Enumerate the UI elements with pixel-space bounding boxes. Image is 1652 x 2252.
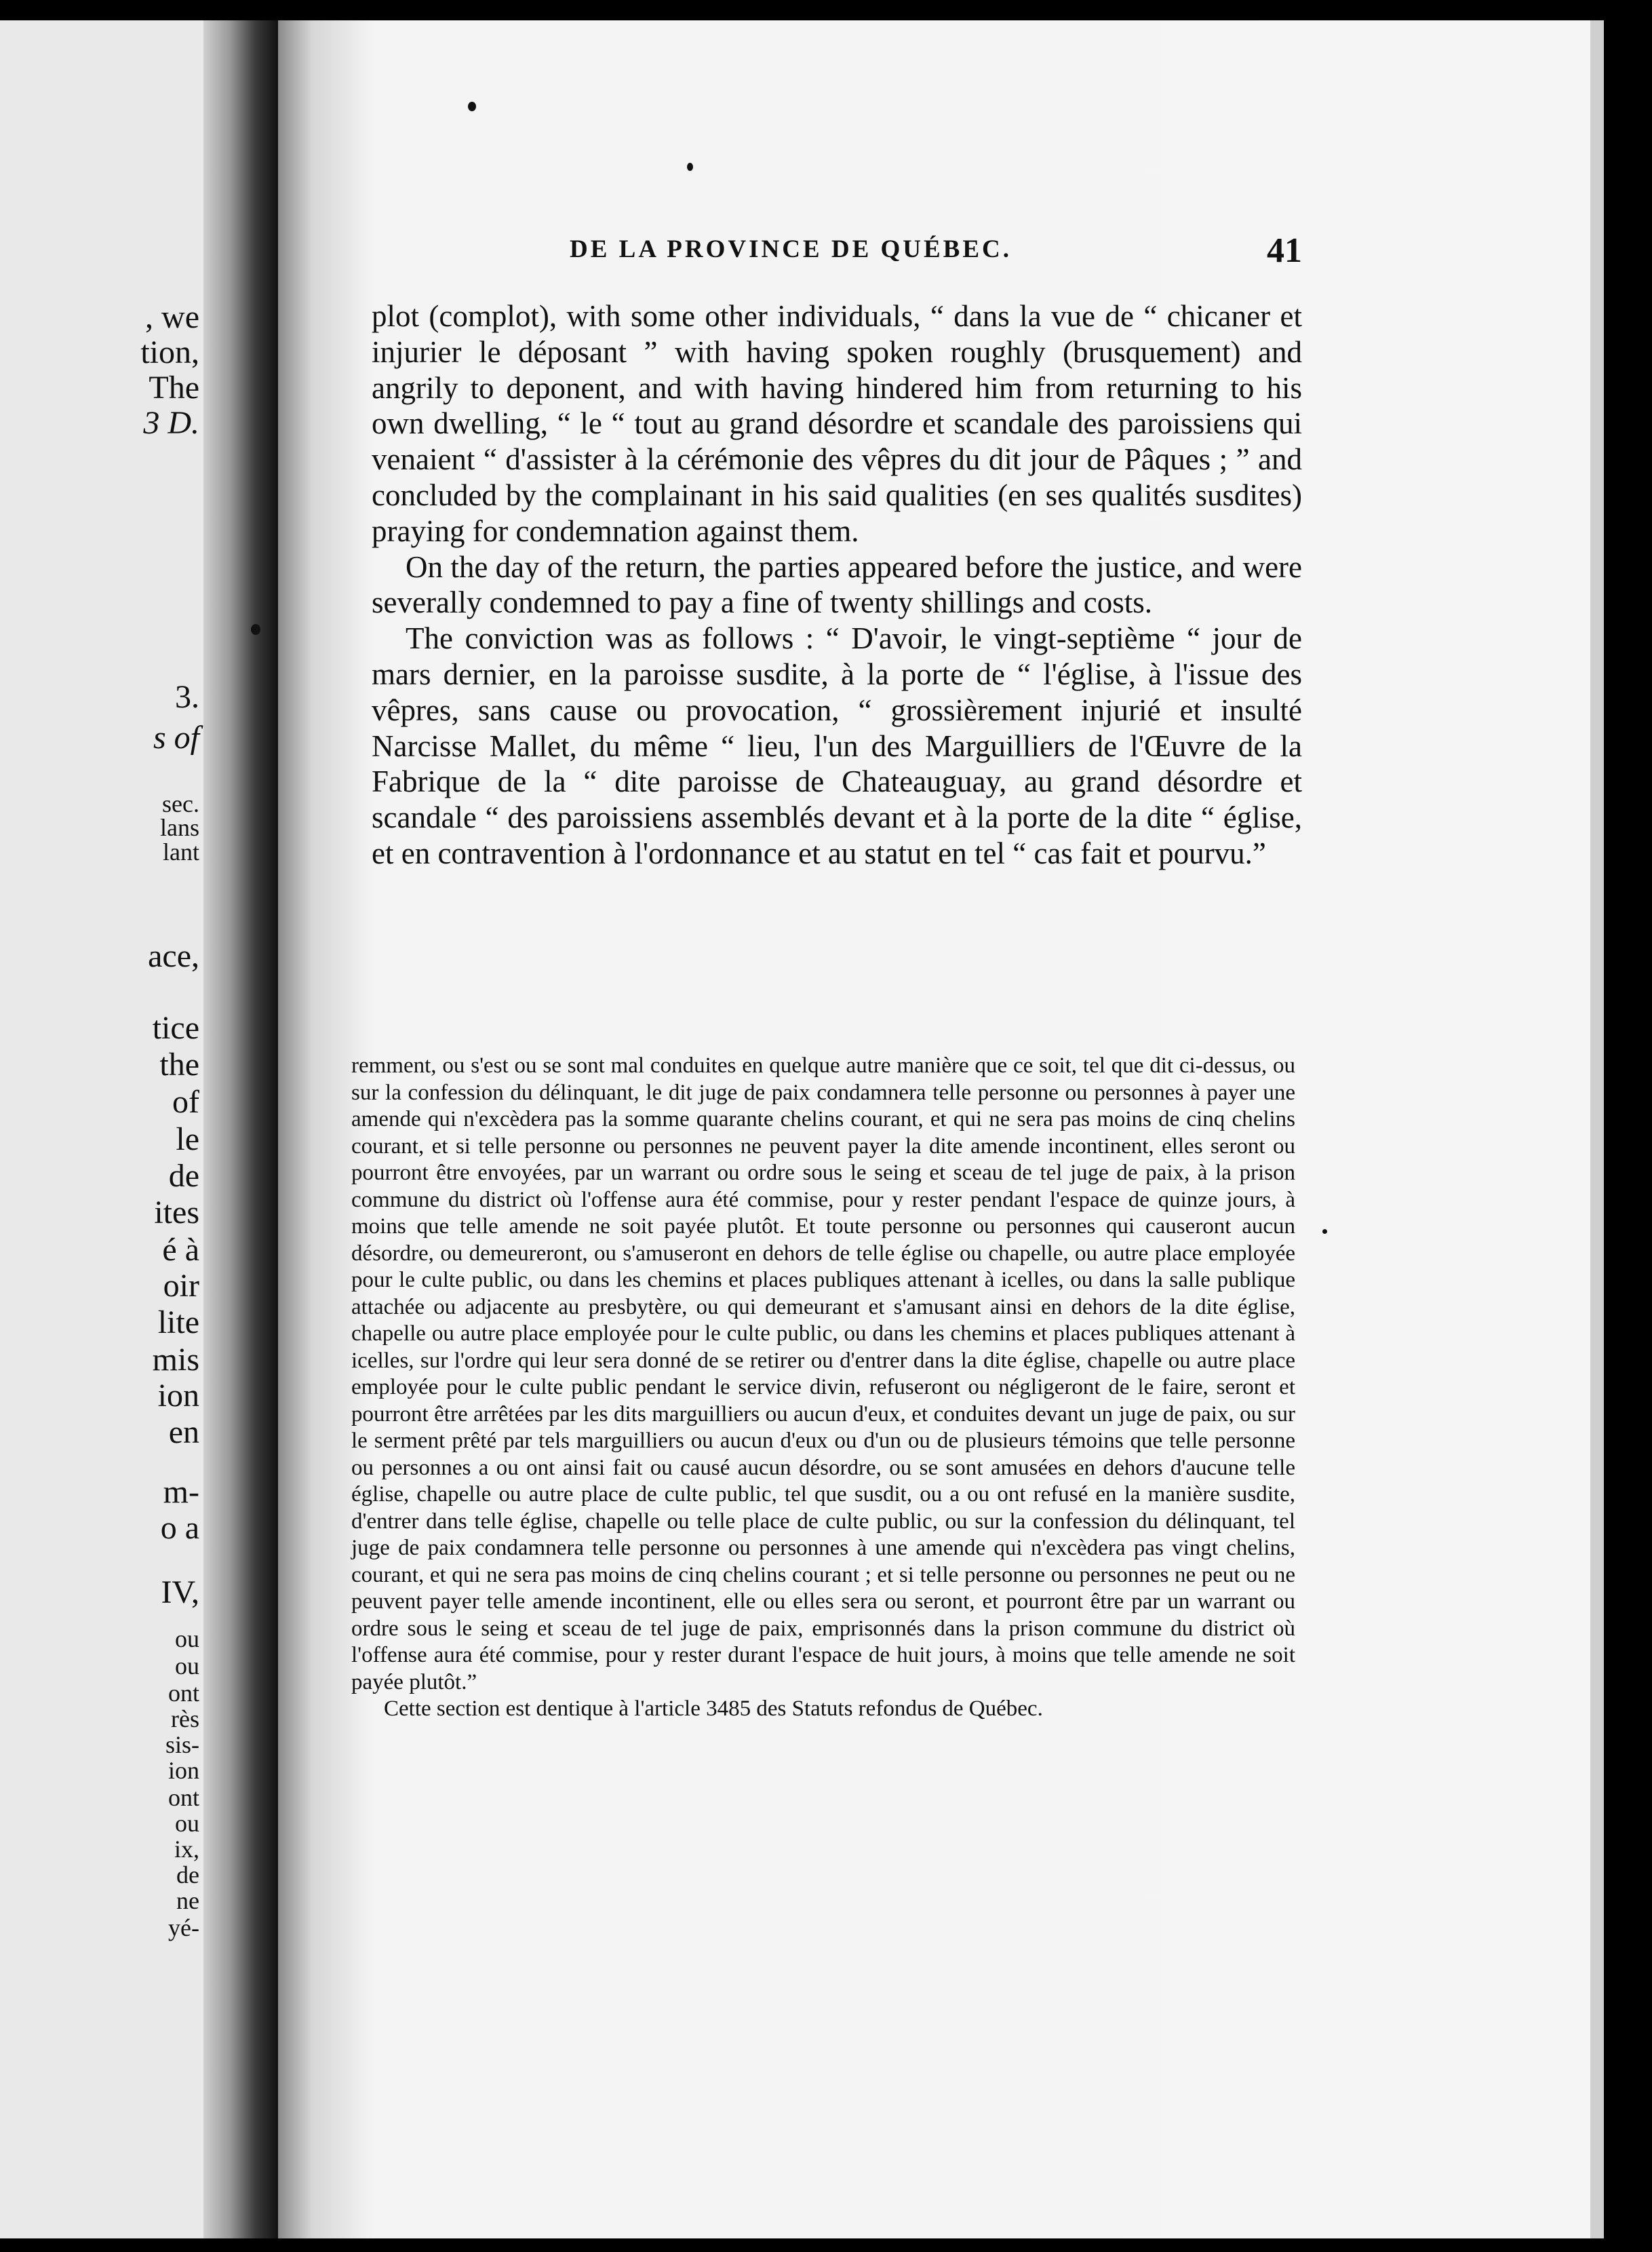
- book-gutter: [203, 20, 278, 2238]
- left-page-fragment: ou: [175, 1652, 199, 1680]
- left-page-fragment: tice: [152, 1010, 199, 1046]
- header-title: DE LA PROVINCE DE QUÉBEC.: [570, 235, 1012, 263]
- scan-speck: [1322, 1229, 1327, 1234]
- left-facing-page: [0, 20, 203, 2238]
- left-page-fragment: sec.: [162, 790, 199, 817]
- left-page-fragment: de: [168, 1158, 199, 1194]
- page-number: 41: [1267, 231, 1302, 270]
- left-page-fragment: o a: [160, 1510, 199, 1546]
- left-page-fragment: The: [149, 370, 199, 406]
- body-paragraph: The conviction was as follows : “ D'avoir, le vingt-septième “ jour de mars dernier, en la paroisse susdite, à la porte de “ l'église, à l'issue des vêpres, sans cause ou provocation, “ grossièrement injurié et insulté Narcisse Mallet, du même “ lieu, l'un des Marguilliers de l'Œuvre de la Fabrique de la “ dite paroisse de Chateauguay, au grand désordre et scandale “ des paroissiens assemblés devant et à la porte de la dite “ église, et en contravention à l'ordonnance et au statut en tel “ cas fait et pourvu.”: [372, 621, 1302, 870]
- left-page-fragment: lite: [157, 1304, 199, 1340]
- left-page-fragment: de: [176, 1861, 199, 1888]
- left-page-fragment: ne: [176, 1887, 199, 1914]
- scan-speck: [468, 102, 476, 111]
- footnote-paragraph: Cette section est dentique à l'article 3485 des Statuts refondus de Québec.: [384, 1696, 1043, 1721]
- left-page-fragment: ou: [175, 1625, 199, 1652]
- left-page-fragment: ix,: [174, 1836, 199, 1863]
- left-page-fragment: the: [159, 1047, 199, 1083]
- page-edge: [1590, 20, 1604, 2238]
- scan-speck: [687, 163, 693, 171]
- left-page-fragment: ou: [175, 1810, 199, 1837]
- left-page-fragment: of: [172, 1084, 199, 1120]
- left-page-fragment: ion: [168, 1757, 199, 1784]
- left-page-fragment: sis-: [165, 1731, 199, 1758]
- left-page-fragment: mis: [152, 1342, 199, 1378]
- left-page-fragment: s of: [153, 720, 199, 756]
- left-page-fragment: 3 D.: [143, 405, 199, 441]
- scan-speck: [251, 624, 260, 635]
- footnote-text: [351, 1053, 1295, 1723]
- left-page-fragment: 3.: [175, 679, 199, 715]
- left-page-fragment: yé-: [168, 1914, 199, 1941]
- left-page-fragment: ites: [154, 1195, 199, 1230]
- left-page-fragment: rès: [171, 1705, 199, 1732]
- left-page-fragment: ont: [168, 1680, 199, 1707]
- body-paragraph: plot (complot), with some other individuals, “ dans la vue de “ chicaner et injurier le déposant ” with having spoken roughly (brusquement) and angrily to deponent, and with having hindered him from returning to his own dwelling, “ le “ tout au grand désordre et scandale des paroissiens qui venaient “ d'assister à la cérémonie des vêpres du dit jour de Pâques ; ” and concluded by the complainant in his said qualities (en ses qualités susdites) praying for condemnation against them.: [372, 299, 1302, 548]
- left-page-fragment: oir: [163, 1268, 199, 1304]
- left-page-fragment: le: [176, 1121, 199, 1157]
- left-page-fragment: ace,: [148, 938, 199, 974]
- left-page-fragment: tion,: [140, 334, 199, 370]
- footnote-paragraph: remment, ou s'est ou se sont mal conduites en quelque autre manière que ce soit, tel que dit ci-dessus, ou sur la confession du délinquant, le dit juge de paix condamnera telle personne ou personnes à payer une amende qui n'excèdera pas la somme quarante chelins courant, et qui ne sera pas moins de cinq chelins courant, et si telle personne ou personnes ne peuvent payer la dite amende incontinent, elles seront ou pourront être envoyées, par un warrant ou ordre sous le seing et sceau de tel juge de paix, à la prison commune du district où l'offense aura été commise, pour y rester pendant l'espace de quinze jours, à moins que telle amende ne soit payée plutôt. Et toute personne ou personnes qui causeront aucun désordre, ou demeureront, ou s'amuseront en dehors de telle église ou chapelle, ou autre place employée pour le culte public, ou dans les chemins et places publiques attenant à icelles, ou dans la salle publique attachée ou adjacente au presbytère, ou qui demeurant et s'amusant ainsi en dehors de la dite église, chapelle ou autre place employée pour le culte public, ou dans les chemins et places publiques attenant à icelles, sur l'ordre qui leur sera donné de se retirer ou d'entrer dans la dite église, chapelle ou autre place employée pour le culte public pendant le service divin, refuseront ou négligeront de le faire, seront et pourront être arrêtées par les dits marguilliers ou aucun d'eux, et conduites devant un juge de paix, ou sur le serment prêté par tels marguilliers ou aucun d'eux ou d'un ou de plusieurs témoins que telle personne ou personnes a ou ont ainsi fait ou causé aucun désordre, ou se sont amusées en dehors d'aucune telle église, chapelle ou autre place de culte public, tel que susdit, ou a ou ont refusé en la manière susdite, d'entrer dans telle église, chapelle ou telle place de culte public, ou sur la confession du délinquant, tel juge de paix condamnera telle personne ou personnes à une amende qui n'excèdera pas vingt chelins, courant, et qui ne sera pas moins de cinq chelins courant ; et si telle personne ou personnes ne peut ou ne peuvent payer telle amende incontinent, elle ou elles sera ou seront, et pourront être par un warrant ou ordre sous le seing et sceau de tel juge de paix, emprisonnés dans la prison commune du district où l'offense aura été commise, pour y rester durant l'espace de huit jours, à moins que telle amende ne soit payée plutôt.”: [351, 1053, 1295, 1694]
- left-page-fragment: ont: [168, 1784, 199, 1811]
- running-header: [570, 231, 1302, 271]
- left-page-fragment: IV,: [161, 1574, 199, 1610]
- left-page-fragment: , we: [145, 299, 199, 335]
- left-page-fragment: lans: [160, 814, 199, 841]
- body-paragraph: On the day of the return, the parties appeared before the justice, and were severally condemned to pay a fine of twenty shillings and costs.: [372, 549, 1302, 620]
- left-page-fragment: é à: [162, 1232, 199, 1268]
- left-page-fragment: m-: [163, 1474, 199, 1510]
- left-page-fragment: ion: [157, 1378, 199, 1414]
- body-text: [372, 298, 1302, 872]
- left-page-fragment: en: [168, 1414, 199, 1450]
- left-page-fragment: lant: [163, 838, 199, 866]
